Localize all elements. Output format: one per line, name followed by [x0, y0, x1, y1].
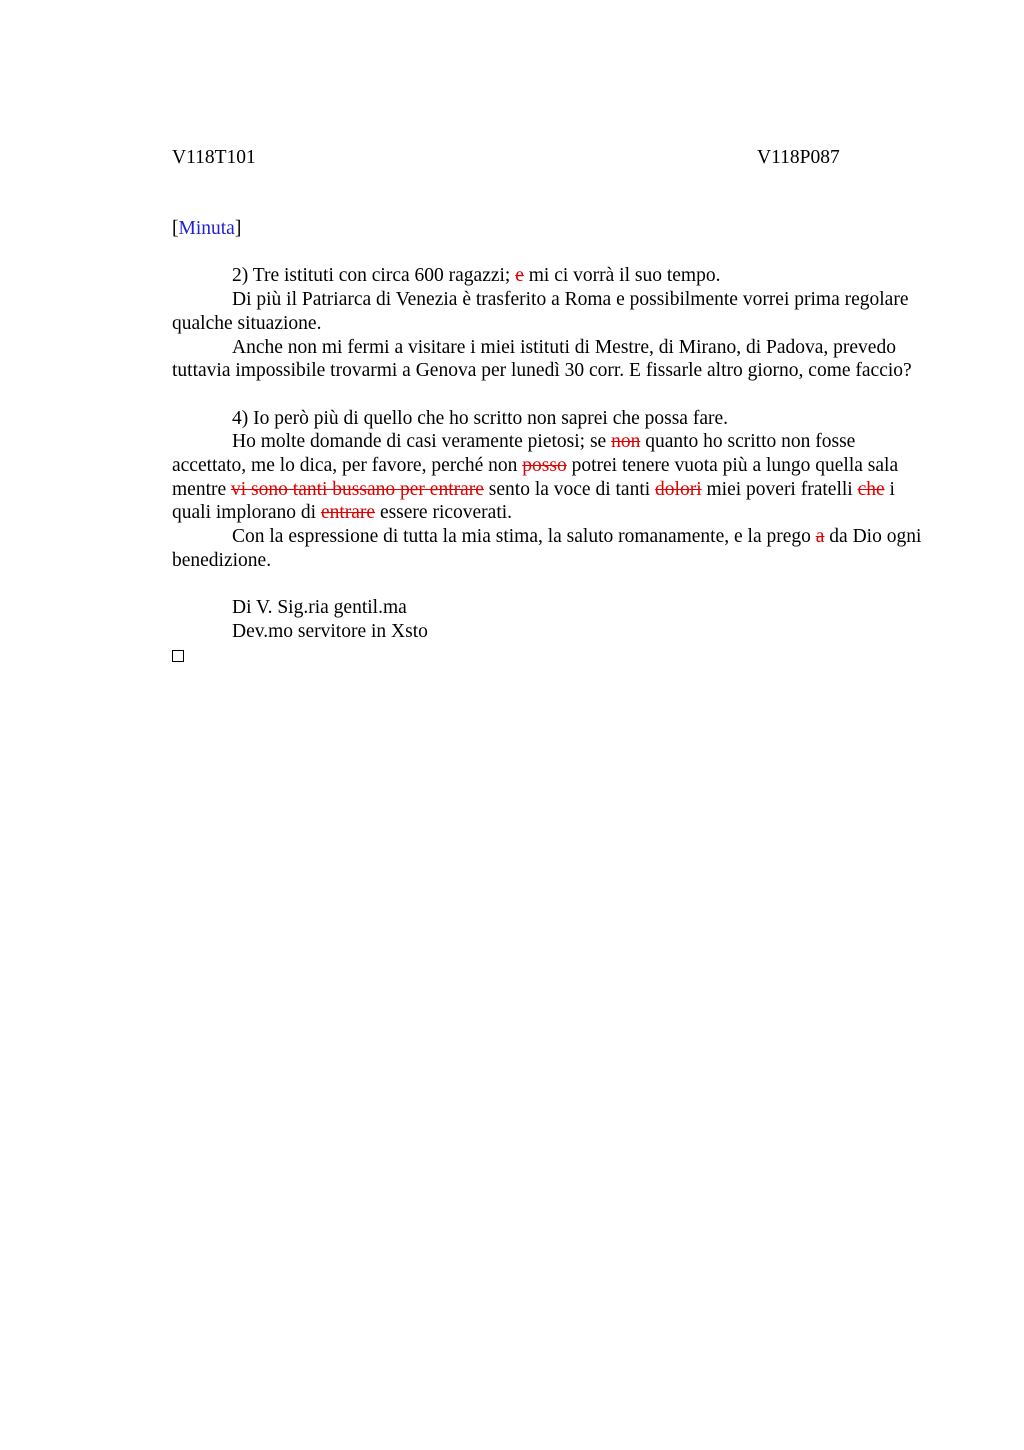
- draft-label: [172, 217, 924, 241]
- document-code-left: V118T101: [172, 147, 256, 168]
- bracket-close: ]: [234, 218, 242, 239]
- paragraph-institutes: Anche non mi fermi a visitare i miei istituti di Mestre, di Mirano, di Padova, prevedo tuttavia impossibile trovarmi a Genova per lunedì 30 corr. E fissarle altro giorno, come faccio?: [172, 336, 912, 382]
- deleted-word: che: [857, 478, 885, 500]
- paragraph-patriarch: Di più il Patriarca di Venezia è trasferito a Roma e possibilmente vorrei prima regolare qualche situazione.: [172, 289, 909, 334]
- paragraph-closing: [172, 525, 924, 572]
- text-run: mi ci vorrà il suo tempo.: [523, 265, 721, 287]
- draft-label-text: Minuta: [178, 218, 235, 239]
- deleted-word: dolori: [655, 478, 702, 500]
- text-run: potrei tenere vuota più a lungo quella sala mentre: [172, 455, 899, 500]
- blank-line: [172, 241, 924, 265]
- deleted-phrase: vi sono tanti bussano per entrare: [231, 478, 484, 500]
- document-code-right: V118P087: [757, 147, 840, 168]
- square-box-icon: [172, 650, 184, 662]
- bracket-open: [: [172, 218, 179, 239]
- blank-line: [172, 573, 924, 597]
- blank-line: [172, 383, 924, 407]
- text-run: essere ricoverati.: [375, 502, 513, 524]
- text-run: sento la voce di tanti: [483, 478, 656, 500]
- text-run: Ho molte domande di casi veramente pietosi; se: [232, 431, 612, 453]
- end-marker: [172, 644, 924, 668]
- text-run: quanto ho scritto non fosse accettato, me lo dica, per favore, perché non: [172, 431, 856, 476]
- deleted-word: non: [611, 431, 641, 453]
- letter-body: [172, 217, 924, 667]
- paragraph-point-4: 4) Io però più di quello che ho scritto non saprei che possa fare.: [232, 407, 729, 429]
- deleted-word: entrare: [320, 502, 376, 524]
- text-run: 2) Tre istituti con circa 600 ragazzi;: [232, 265, 516, 287]
- paragraph-point-2: [172, 264, 924, 288]
- deleted-word: posso: [522, 455, 567, 476]
- signature-salutation: Di V. Sig.ria gentil.ma: [232, 597, 407, 619]
- text-run: miei poveri fratelli: [701, 478, 858, 500]
- signature-servant: Dev.mo servitore in Xsto: [232, 620, 428, 642]
- paragraph-requests: [172, 430, 924, 525]
- text-run: i quali implorano di: [172, 478, 895, 524]
- text-run: Con la espressione di tutta la mia stima, la saluto romanamente, e la prego: [232, 526, 816, 548]
- text-run: da Dio ogni benedizione.: [172, 526, 922, 571]
- deleted-word: e: [515, 265, 524, 287]
- deleted-word: a: [815, 526, 825, 548]
